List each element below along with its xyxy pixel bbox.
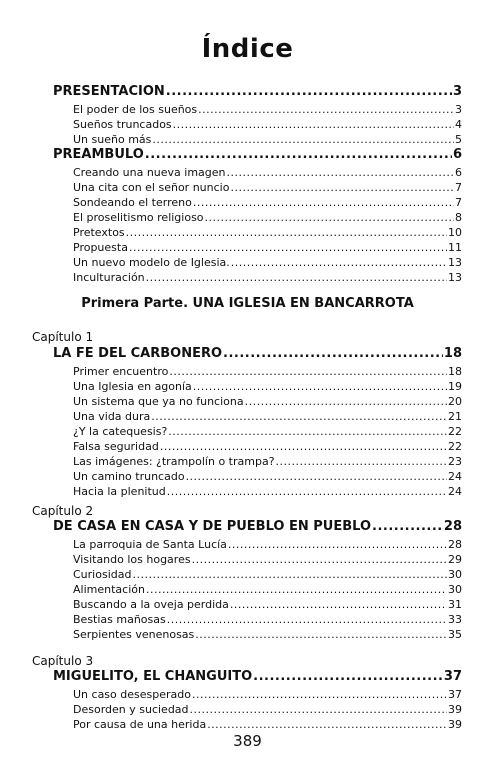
toc-entry-page: 31 bbox=[448, 598, 462, 611]
toc-subentry bbox=[73, 181, 462, 197]
part-heading: Primera Parte. UNA IGLESIA EN BANCARROTA bbox=[81, 296, 414, 311]
leader-dots bbox=[152, 133, 454, 146]
toc-entry-title: Un camino truncado bbox=[73, 470, 185, 483]
toc-entry-page: 18 bbox=[448, 365, 462, 378]
toc-subentry bbox=[73, 410, 462, 426]
toc-subentry bbox=[73, 103, 462, 119]
toc-entry-title: La parroquia de Santa Lucía bbox=[73, 538, 227, 551]
toc-entry-page: 13 bbox=[448, 271, 462, 284]
toc-entry-page: 10 bbox=[448, 226, 462, 239]
leader-dots bbox=[198, 103, 454, 116]
toc-entry-title: MIGUELITO, EL CHANGUITO bbox=[53, 669, 253, 684]
leader-dots bbox=[129, 241, 447, 254]
toc-entry-title: Serpientes venenosas bbox=[73, 628, 195, 641]
leader-dots bbox=[192, 688, 447, 701]
toc-entry-page: 37 bbox=[448, 688, 462, 701]
toc-entry-title: Bestias mañosas bbox=[73, 613, 166, 626]
leader-dots bbox=[190, 703, 447, 716]
toc-entry-page: 39 bbox=[448, 718, 462, 731]
toc-subentry bbox=[73, 598, 462, 614]
leader-dots bbox=[231, 256, 447, 269]
leader-dots bbox=[146, 583, 447, 596]
toc-entry-title: Un sueño más bbox=[73, 133, 152, 146]
toc-entry-title: Un sistema que ya no funciona bbox=[73, 395, 244, 408]
toc-entry-page: 7 bbox=[455, 181, 462, 194]
toc-entry-page: 33 bbox=[448, 613, 462, 626]
toc-subentry bbox=[73, 440, 462, 456]
leader-dots bbox=[160, 440, 447, 453]
toc-entry-title: Curiosidad bbox=[73, 568, 132, 581]
leader-dots bbox=[145, 147, 452, 162]
toc-entry-page: 20 bbox=[448, 395, 462, 408]
leader-dots bbox=[167, 485, 447, 498]
toc-entry-page: 3 bbox=[452, 84, 462, 99]
toc-entry-page: 30 bbox=[448, 568, 462, 581]
toc-entry-page: 3 bbox=[455, 103, 462, 116]
toc-entry-page: 6 bbox=[455, 166, 462, 179]
leader-dots bbox=[228, 538, 447, 551]
toc-subentry bbox=[73, 470, 462, 486]
toc-entry-title: DE CASA EN CASA Y DE PUEBLO EN PUEBLO bbox=[53, 519, 372, 534]
toc-entry-title: Falsa seguridad bbox=[73, 440, 159, 453]
toc-subentry bbox=[73, 211, 462, 227]
chapter-title-entry bbox=[53, 346, 462, 364]
leader-dots bbox=[207, 718, 447, 731]
toc-entry-page: 28 bbox=[448, 538, 462, 551]
toc-entry-page: 23 bbox=[448, 455, 462, 468]
toc-subentry bbox=[73, 553, 462, 569]
chapter-title-entry bbox=[53, 519, 462, 537]
leader-dots bbox=[146, 271, 447, 284]
toc-entry-title: Pretextos bbox=[73, 226, 125, 239]
toc-entry-title: Un nuevo modelo de Iglesia. bbox=[73, 256, 230, 269]
toc-subentry bbox=[73, 380, 462, 396]
toc-entry-title: El proselitismo religioso bbox=[73, 211, 204, 224]
leader-dots bbox=[193, 380, 447, 393]
leader-dots bbox=[192, 553, 447, 566]
toc-subentry bbox=[73, 365, 462, 381]
leader-dots bbox=[193, 196, 454, 209]
leader-dots bbox=[245, 395, 447, 408]
toc-entry-page: 29 bbox=[448, 553, 462, 566]
leader-dots bbox=[151, 410, 447, 423]
toc-subentry bbox=[73, 118, 462, 134]
toc-subentry bbox=[73, 688, 462, 704]
toc-subentry bbox=[73, 613, 462, 629]
toc-entry-title: Sondeando el terreno bbox=[73, 196, 192, 209]
toc-subentry bbox=[73, 568, 462, 584]
toc-entry-page: 13 bbox=[448, 256, 462, 269]
toc-entry-title: Desorden y suciedad bbox=[73, 703, 189, 716]
toc-subentry bbox=[73, 166, 462, 182]
leader-dots bbox=[205, 211, 454, 224]
leader-dots bbox=[168, 425, 447, 438]
toc-entry-title: Inculturación bbox=[73, 271, 145, 284]
toc-entry-page: 22 bbox=[448, 440, 462, 453]
leader-dots bbox=[169, 365, 447, 378]
toc-entry-title: Hacia la plenitud bbox=[73, 485, 166, 498]
toc-subentry bbox=[73, 455, 462, 471]
toc-entry-title: Las imágenes: ¿trampolín o trampa? bbox=[73, 455, 275, 468]
toc-entry-page: 35 bbox=[448, 628, 462, 641]
toc-entry-presentacion bbox=[53, 84, 462, 102]
toc-entry-page: 18 bbox=[443, 346, 462, 361]
toc-subentry bbox=[73, 196, 462, 212]
leader-dots bbox=[186, 470, 447, 483]
toc-subentry bbox=[73, 628, 462, 644]
toc-entry-title: Una cita con el señor nuncio bbox=[73, 181, 230, 194]
toc-entry-page: 39 bbox=[448, 703, 462, 716]
toc-subentry bbox=[73, 583, 462, 599]
leader-dots bbox=[195, 628, 447, 641]
toc-entry-preambulo bbox=[53, 147, 462, 165]
toc-subentry bbox=[73, 703, 462, 719]
leader-dots bbox=[372, 519, 443, 534]
toc-entry-page: 11 bbox=[448, 241, 462, 254]
chapter-label: Capítulo 1 bbox=[32, 330, 94, 344]
toc-subentry bbox=[73, 256, 462, 272]
toc-subentry bbox=[73, 241, 462, 257]
toc-entry-title: Alimentación bbox=[73, 583, 145, 596]
toc-entry-title: Primer encuentro bbox=[73, 365, 169, 378]
toc-entry-title: Una Iglesia en agonía bbox=[73, 380, 192, 393]
leader-dots bbox=[126, 226, 447, 239]
toc-entry-page: 19 bbox=[448, 380, 462, 393]
toc-entry-page: 37 bbox=[443, 669, 462, 684]
toc-entry-page: 4 bbox=[455, 118, 462, 131]
leader-dots bbox=[166, 84, 452, 99]
toc-entry-page: 30 bbox=[448, 583, 462, 596]
toc-entry-page: 6 bbox=[452, 147, 462, 162]
toc-entry-page: 5 bbox=[455, 133, 462, 146]
toc-entry-title: Sueños truncados bbox=[73, 118, 172, 131]
toc-entry-title: Propuesta bbox=[73, 241, 128, 254]
toc-entry-page: 24 bbox=[448, 470, 462, 483]
toc-entry-title: Por causa de una herida bbox=[73, 718, 207, 731]
leader-dots bbox=[276, 455, 447, 468]
toc-entry-page: 24 bbox=[448, 485, 462, 498]
toc-entry-title: ¿Y la catequesis? bbox=[73, 425, 168, 438]
toc-entry-title: Visitando los hogares bbox=[73, 553, 191, 566]
leader-dots bbox=[227, 166, 454, 179]
chapter-label: Capítulo 3 bbox=[32, 654, 94, 668]
toc-entry-title: Una vida dura bbox=[73, 410, 151, 423]
leader-dots bbox=[253, 669, 443, 684]
toc-entry-title: LA FE DEL CARBONERO bbox=[53, 346, 223, 361]
leader-dots bbox=[223, 346, 443, 361]
toc-entry-page: 22 bbox=[448, 425, 462, 438]
chapter-title-entry bbox=[53, 669, 462, 687]
toc-entry-title: PREÁMBULO bbox=[53, 147, 144, 162]
page-title: Índice bbox=[201, 34, 294, 64]
leader-dots bbox=[230, 181, 454, 194]
leader-dots bbox=[167, 613, 447, 626]
toc-entry-title: El poder de los sueños bbox=[73, 103, 198, 116]
toc-entry-page: 8 bbox=[455, 211, 462, 224]
leader-dots bbox=[230, 598, 447, 611]
toc-subentry bbox=[73, 226, 462, 242]
toc-subentry bbox=[73, 271, 462, 287]
chapter-label: Capítulo 2 bbox=[32, 504, 94, 518]
toc-subentry bbox=[73, 538, 462, 554]
toc-entry-page: 21 bbox=[448, 410, 462, 423]
toc-entry-page: 7 bbox=[455, 196, 462, 209]
toc-entry-title: Un caso desesperado bbox=[73, 688, 191, 701]
page-number: 389 bbox=[233, 732, 262, 750]
toc-subentry bbox=[73, 425, 462, 441]
toc-subentry bbox=[73, 485, 462, 501]
leader-dots bbox=[173, 118, 454, 131]
toc-entry-title: Creando una nueva imagen bbox=[73, 166, 226, 179]
toc-subentry bbox=[73, 395, 462, 411]
toc-entry-title: Buscando a la oveja perdida bbox=[73, 598, 229, 611]
leader-dots bbox=[132, 568, 447, 581]
toc-entry-page: 28 bbox=[443, 519, 462, 534]
toc-entry-title: PRESENTACIÓN bbox=[53, 84, 165, 99]
